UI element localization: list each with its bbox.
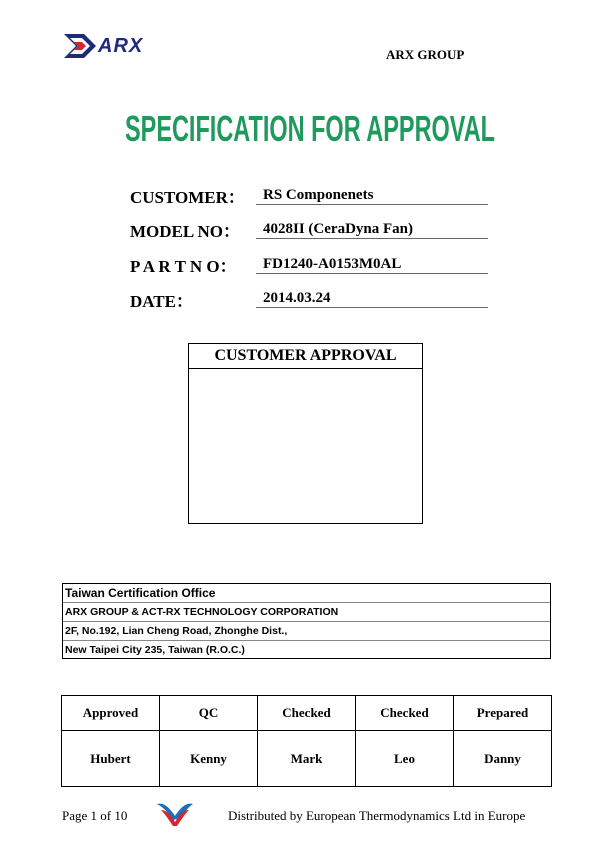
customer-label: CUSTOMER： <box>130 188 245 207</box>
part-label: P A R T N O： <box>130 257 237 276</box>
logo-text: ARX <box>98 35 144 57</box>
distributor-note: Distributed by European Thermodynamics Ltd in Europe <box>228 808 526 823</box>
role-cell: QC <box>160 696 258 731</box>
page-title <box>120 103 500 151</box>
page-number: Page 1 of 10 <box>62 808 128 823</box>
office-address-line2: New Taipei City 235, Taiwan (R.O.C.) <box>65 644 245 656</box>
role-cell: Checked <box>356 696 454 731</box>
european-thermodynamics-logo-icon <box>135 800 215 838</box>
customer-value: RS Componenets <box>263 187 374 203</box>
signoff-roles-row <box>62 696 552 731</box>
role-cell: Checked <box>258 696 356 731</box>
office-name: Taiwan Certification Office <box>65 586 216 600</box>
customer-approval-heading: CUSTOMER APPROVAL <box>189 344 422 369</box>
customer-underline <box>256 204 488 205</box>
model-underline <box>256 238 488 239</box>
role-cell: Approved <box>62 696 160 731</box>
role-cell: Prepared <box>454 696 552 731</box>
model-value: 4028II (CeraDyna Fan) <box>263 221 413 237</box>
office-info-box <box>62 583 551 659</box>
model-label: MODEL NO： <box>130 222 241 241</box>
date-value: 2014.03.24 <box>263 290 331 306</box>
signoff-table <box>61 695 552 787</box>
part-underline <box>256 273 488 274</box>
group-name: ARX GROUP <box>386 47 465 62</box>
customer-approval-box <box>188 343 423 524</box>
name-cell: Mark <box>258 731 356 787</box>
name-cell: Hubert <box>62 731 160 787</box>
date-label: DATE： <box>130 292 193 311</box>
signoff-names-row <box>62 731 552 787</box>
name-cell: Kenny <box>160 731 258 787</box>
svg-text:SPECIFICATION FOR APPROVAL: SPECIFICATION FOR APPROVAL <box>125 108 495 149</box>
date-underline <box>256 307 488 308</box>
office-address-line1: 2F, No.192, Lian Cheng Road, Zhonghe Dist., <box>65 625 288 637</box>
part-value: FD1240-A0153M0AL <box>263 256 402 272</box>
name-cell: Danny <box>454 731 552 787</box>
office-company: ARX GROUP & ACT-RX TECHNOLOGY CORPORATION <box>65 606 339 618</box>
name-cell: Leo <box>356 731 454 787</box>
